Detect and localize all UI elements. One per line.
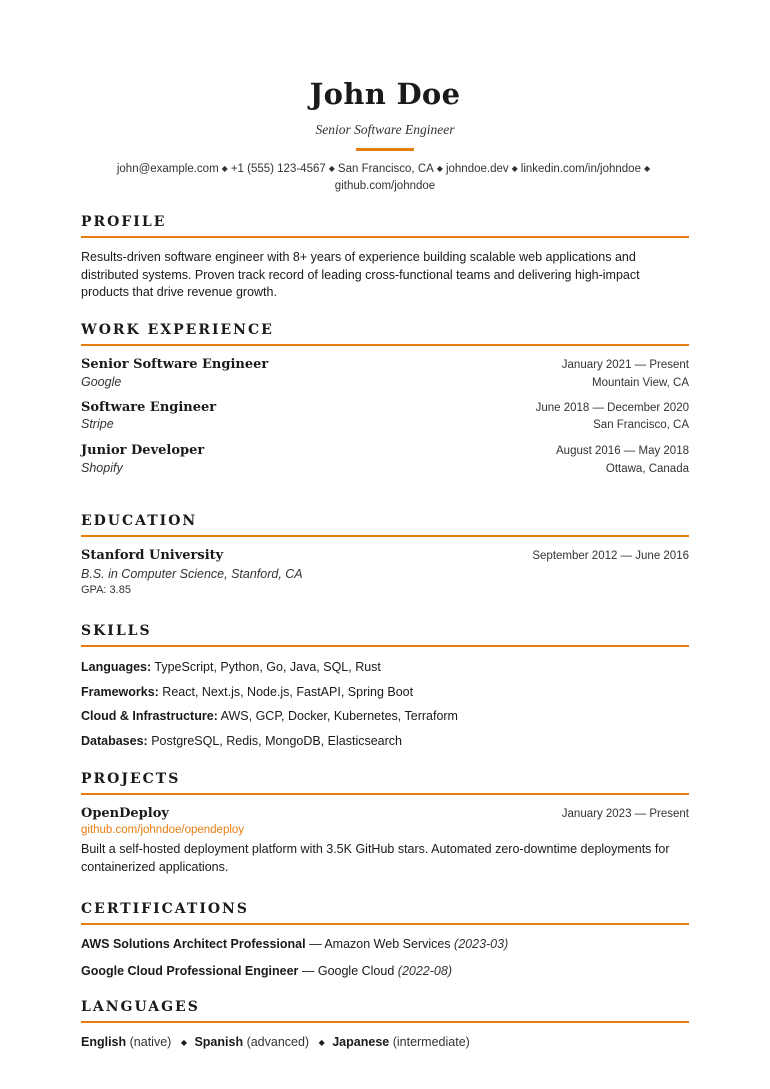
diamond-separator-icon: ◆ (436, 164, 443, 173)
project-link[interactable]: github.com/johndoe/opendeploy (81, 824, 245, 836)
contact-phone[interactable]: +1 (555) 123-4567 (230, 163, 326, 175)
project-description: Built a self-hosted deployment platform with 3.5K GitHub stars. Automated zero-downtime deployments for containerized applications. (81, 842, 670, 874)
resume-header (0, 0, 770, 194)
job-title: Junior Developer (81, 443, 205, 458)
skills-section (81, 621, 689, 753)
education-heading: EDUCATION (81, 511, 689, 537)
certifications-heading: CERTIFICATIONS (81, 899, 689, 925)
gpa: GPA: 3.85 (81, 584, 131, 596)
project-entry (81, 806, 689, 876)
skill-value: TypeScript, Python, Go, Java, SQL, Rust (154, 660, 381, 674)
language-level: (advanced) (246, 1035, 310, 1049)
job-company: Google (81, 375, 122, 389)
projects-section (81, 769, 689, 876)
language-name: English (81, 1035, 127, 1049)
language-level: (native) (129, 1035, 172, 1049)
experience-heading: WORK EXPERIENCE (81, 320, 689, 346)
job-company: Stripe (81, 417, 114, 431)
skill-label: Frameworks: (81, 684, 159, 699)
skill-row (81, 704, 689, 729)
education-section (81, 511, 689, 596)
cert-date: (2023-03) (454, 937, 509, 951)
projects-heading: PROJECTS (81, 769, 689, 795)
header-accent-rule (356, 148, 414, 151)
job-company: Shopify (81, 461, 123, 475)
candidate-name: John Doe (309, 77, 461, 111)
skill-value: React, Next.js, Node.js, FastAPI, Spring Boot (162, 684, 414, 699)
languages-line (81, 1035, 689, 1049)
cert-name: AWS Solutions Architect Professional (81, 937, 306, 951)
job-title: Software Engineer (81, 400, 217, 415)
certification-row (81, 931, 689, 958)
education-entry (81, 548, 689, 596)
contact-github[interactable]: github.com/johndoe (334, 180, 436, 192)
certifications-section (81, 899, 689, 985)
languages-heading: LANGUAGES (81, 997, 689, 1023)
contact-email[interactable]: john@example.com (116, 163, 219, 175)
job-dates: June 2018 — December 2020 (535, 402, 689, 414)
job-dates: August 2016 — May 2018 (556, 445, 689, 457)
skill-value: AWS, GCP, Docker, Kubernetes, Terraform (220, 709, 458, 723)
skill-row (81, 655, 689, 680)
experience-section (81, 320, 689, 475)
diamond-separator-icon: ◆ (328, 164, 335, 173)
degree: B.S. in Computer Science, Stanford, CA (81, 567, 303, 581)
profile-section (81, 212, 689, 302)
language-name: Spanish (194, 1035, 244, 1049)
profile-text: Results-driven software engineer with 8+ years of experience building scalable web applications and distributed systems. Proven track record of leading cross-functional teams and delivering high-impact products that drive revenue growth. (81, 250, 640, 299)
job-location: Mountain View, CA (592, 377, 689, 389)
cert-name: Google Cloud Professional Engineer (81, 964, 299, 978)
job-location: Ottawa, Canada (605, 463, 689, 475)
skill-label: Languages: (81, 660, 152, 674)
project-name: OpenDeploy (81, 806, 169, 821)
profile-heading: PROFILE (81, 212, 689, 238)
languages-section (81, 997, 689, 1049)
diamond-separator-icon: ◆ (180, 1038, 187, 1047)
contact-website[interactable]: johndoe.dev (445, 163, 509, 175)
language-name: Japanese (332, 1035, 390, 1049)
candidate-title: Senior Software Engineer (315, 122, 455, 137)
job-location: San Francisco, CA (593, 419, 689, 431)
experience-entry (81, 357, 689, 389)
diamond-separator-icon: ◆ (511, 164, 518, 173)
skills-heading: SKILLS (81, 621, 689, 647)
contact-linkedin[interactable]: linkedin.com/in/johndoe (520, 163, 641, 175)
project-dates: January 2023 — Present (561, 808, 689, 820)
diamond-separator-icon: ◆ (221, 164, 228, 173)
cert-issuer: — Amazon Web Services (309, 937, 451, 951)
education-dates: September 2012 — June 2016 (532, 550, 689, 562)
job-title: Senior Software Engineer (81, 357, 269, 372)
contact-location: San Francisco, CA (337, 163, 434, 175)
language-level: (intermediate) (392, 1035, 470, 1049)
cert-date: (2022-08) (397, 964, 452, 978)
cert-issuer: — Google Cloud (301, 964, 395, 978)
diamond-separator-icon: ◆ (643, 164, 651, 173)
contact-line (85, 161, 685, 194)
skill-value: PostgreSQL, Redis, MongoDB, Elasticsearch (151, 733, 402, 748)
skill-row (81, 680, 689, 705)
experience-entry (81, 400, 689, 431)
certification-row (81, 958, 689, 985)
diamond-separator-icon: ◆ (318, 1038, 325, 1047)
skill-label: Databases: (81, 733, 148, 748)
skill-label: Cloud & Infrastructure: (81, 709, 218, 723)
job-dates: January 2021 — Present (561, 359, 689, 371)
skill-row (81, 729, 689, 754)
school-name: Stanford University (81, 548, 224, 563)
experience-entry (81, 443, 689, 475)
